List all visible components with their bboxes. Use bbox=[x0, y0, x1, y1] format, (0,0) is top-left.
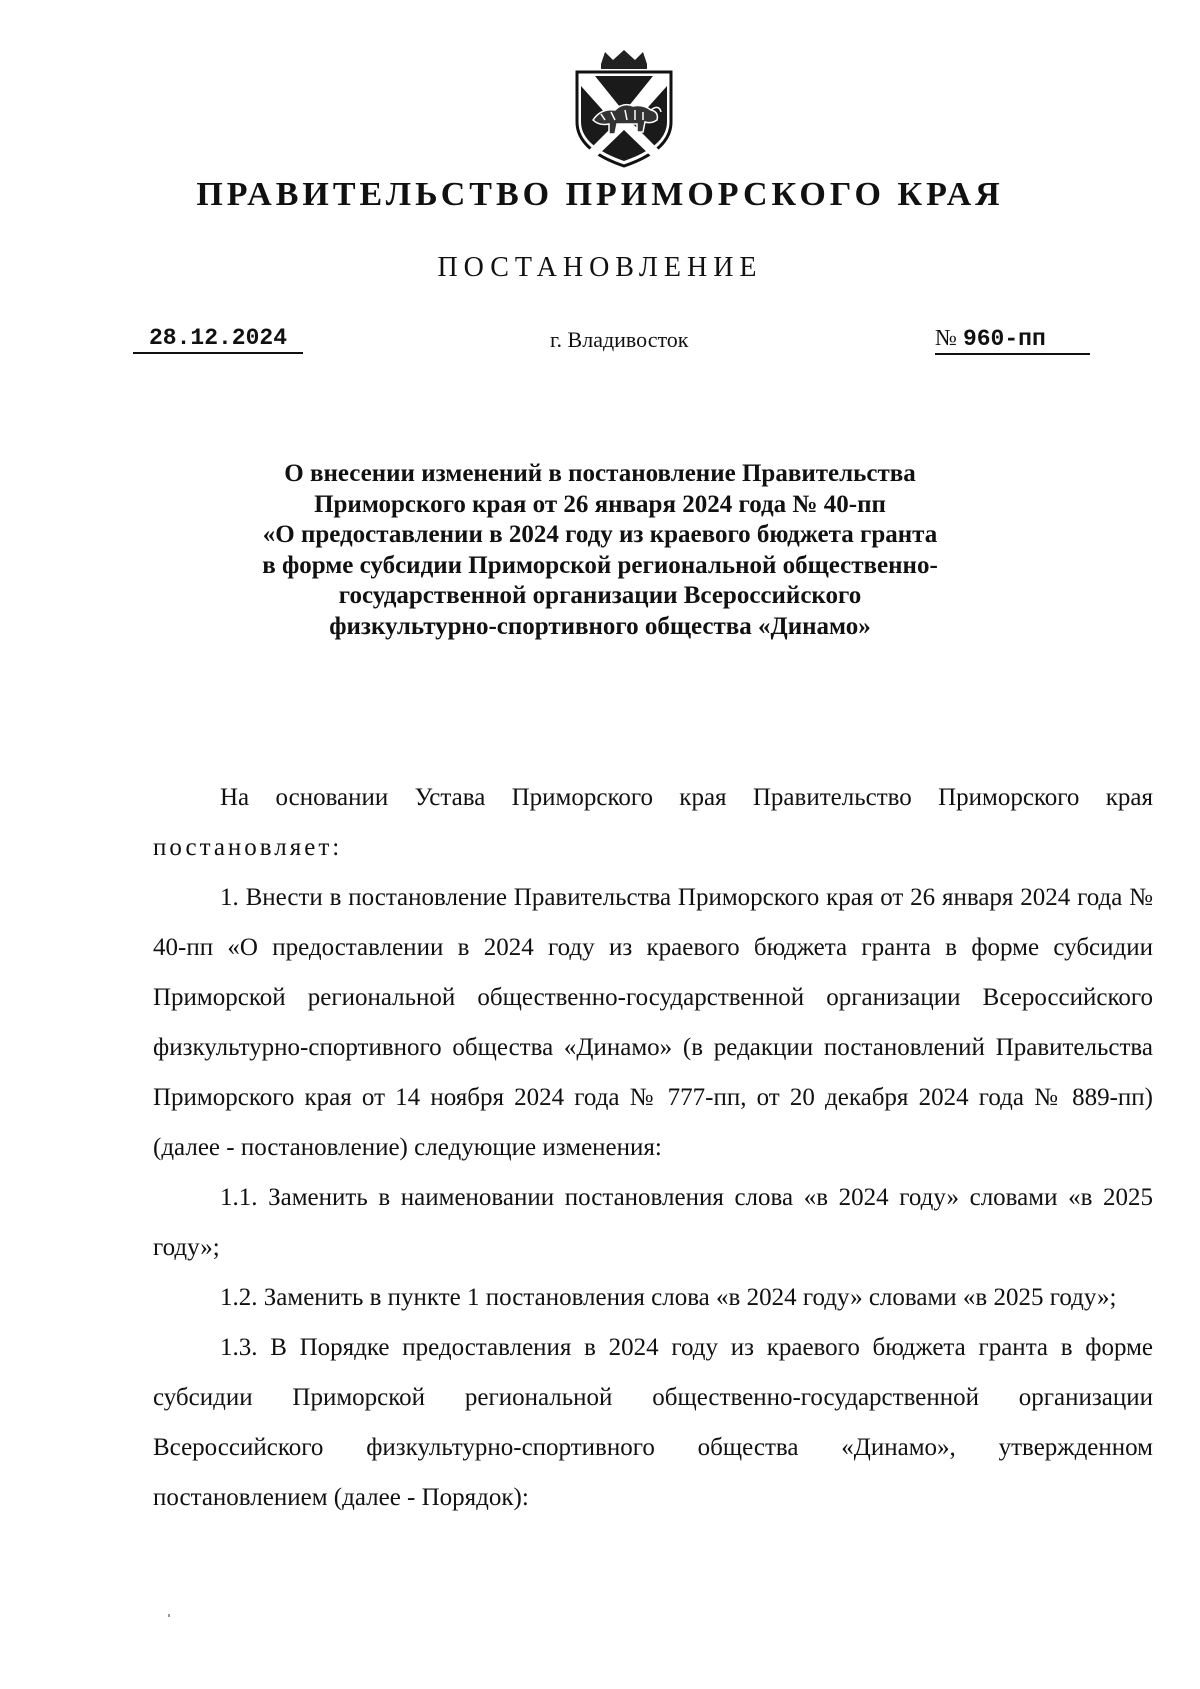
document-number: 960-пп bbox=[962, 326, 1046, 352]
scan-speck bbox=[168, 1614, 170, 1617]
subject-line: физкультурно-спортивного общества «Динамо» bbox=[329, 612, 871, 640]
subject-line: «О предоставлении в 2024 году из краевого бюджета гранта bbox=[262, 521, 938, 548]
number-sign: № bbox=[935, 325, 957, 350]
document-number-field bbox=[935, 325, 1090, 355]
item-1-2-paragraph: 1.2. Заменить в пункте 1 постановления слова «в 2024 году» словами «в 2025 году»; bbox=[220, 1284, 1117, 1311]
coat-of-arms-icon bbox=[571, 50, 677, 168]
subject-line: Приморского края от 26 января 2024 года № 40-пп bbox=[314, 490, 886, 518]
preamble-text: На основании Устава Приморского края Правительство Приморского края bbox=[220, 784, 1153, 811]
document-city: г. Владивосток bbox=[550, 327, 689, 352]
document-subject bbox=[200, 459, 1000, 642]
document-type: ПОСТАНОВЛЕНИЕ bbox=[437, 252, 763, 283]
preamble-action: постановляет: bbox=[153, 834, 343, 861]
document-body bbox=[153, 773, 1153, 1523]
item-1-1-paragraph: 1.1. Заменить в наименовании постановления слова «в 2024 году» словами «в 2025 году»; bbox=[153, 1184, 1153, 1261]
document-date: 28.12.2024 bbox=[133, 325, 303, 354]
organization-title: ПРАВИТЕЛЬСТВО ПРИМОРСКОГО КРАЯ bbox=[196, 176, 1004, 213]
item-1-paragraph: 1. Внести в постановление Правительства Приморского края от 26 января 2024 года № 40-пп «О предоставлении в 2024 году из краевого бюджета гранта в форме субсидии Приморской региональной общественно-государственной организации Всероссийского физкультурно-спортивного общества «Динамо» (в редакции постановлений Правительства Приморского края от 14 ноября 2024 года № 777-пп, от 20 декабря 2024 года № 889-пп) (далее - постановление) следующие изменения: bbox=[153, 884, 1153, 1161]
subject-line: государственной организации Всероссийского bbox=[338, 582, 862, 609]
subject-line: О внесении изменений в постановление Правительства bbox=[284, 460, 916, 487]
subject-line: в форме субсидии Приморской региональной общественно- bbox=[262, 551, 938, 579]
item-1-3-paragraph: 1.3. В Порядке предоставления в 2024 году из краевого бюджета гранта в форме субсидии Приморской региональной общественно-государственной организации Всероссийского физкультурно-спортивного общества «Динамо», утвержденном постановлением (далее - Порядок): bbox=[153, 1334, 1153, 1511]
preamble-paragraph bbox=[153, 773, 1153, 873]
